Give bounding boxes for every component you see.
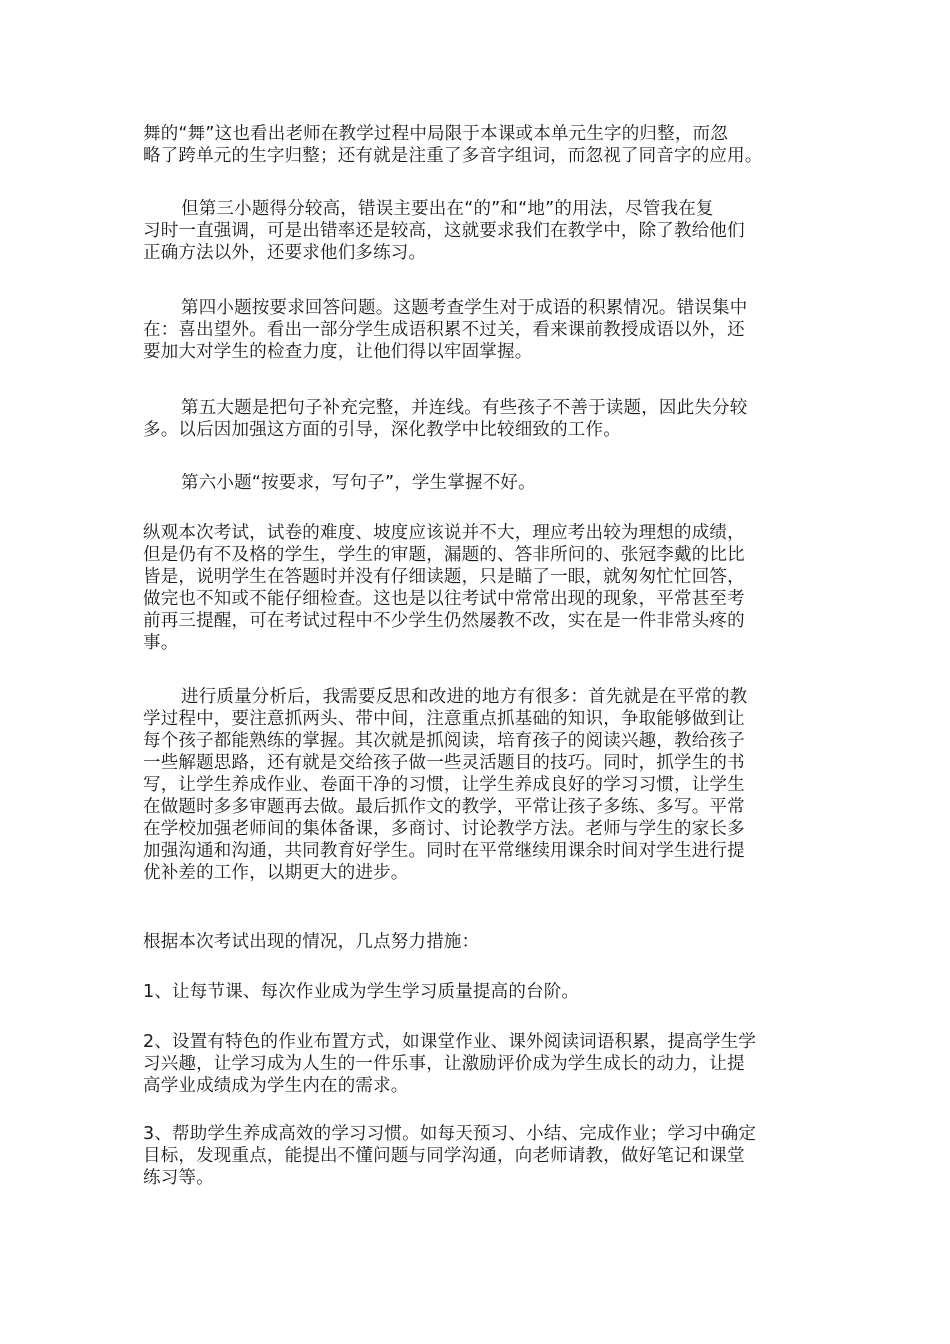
text-line: 在：喜出望外。看出一部分学生成语积累不过关，看来课前教授成语以外，还 [143, 320, 745, 340]
text-line: 习时一直强调，可是出错率还是较高，这就要求我们在教学中，除了教给他们 [143, 221, 745, 241]
text-line: 根据本次考试出现的情况，几点努力措施： [143, 932, 480, 952]
text-line: 目标，发现重点，能提出不懂问题与同学沟通，向老师请教，做好笔记和课堂 [143, 1146, 745, 1166]
text-line: 事。 [143, 633, 179, 653]
text-line: 第五大题是把句子补充完整，并连线。有些孩子不善于读题，因此失分较 [181, 398, 748, 418]
text-line: 正确方法以外，还要求他们多练习。 [143, 243, 427, 263]
text-line: 1、让每节课、每次作业成为学生学习质量提高的台阶。 [143, 982, 580, 1002]
paragraph-character-summary [143, 123, 813, 167]
text-line: 2、设置有特色的作业布置方式，如课堂作业、课外阅读词语积累，提高学生学 [143, 1032, 757, 1052]
text-line: 3、帮助学生养成高效的学习习惯。如每天预习、小结、完成作业；学习中确定 [143, 1124, 757, 1144]
paragraph-question-three [143, 198, 813, 264]
text-line: 写，让学生养成作业、卷面干净的习惯，让学生养成良好的学习习惯，让学生 [143, 775, 745, 795]
paragraph-question-five [143, 397, 813, 441]
text-line: 但第三小题得分较高，错误主要出在“的”和“地”的用法，尽管我在复 [181, 199, 714, 219]
paragraph-question-four [143, 297, 813, 363]
text-line: 皆是，说明学生在答题时并没有仔细读题，只是瞄了一眼，就匆匆忙忙回答， [143, 567, 745, 587]
text-line: 一些解题思路，还有就是交给孩子做一些灵活题目的技巧。同时，抓学生的书 [143, 753, 745, 773]
paragraph-measures-intro [143, 931, 813, 953]
list-item-measure-1 [143, 981, 813, 1003]
text-line: 每个孩子都能熟练的掌握。其次就是抓阅读，培育孩子的阅读兴趣，教给孩子 [143, 731, 745, 751]
text-line: 练习等。 [143, 1168, 214, 1188]
text-line: 舞的“舞”这也看出老师在教学过程中局限于本课或本单元生字的归整，而忽 [143, 124, 728, 144]
paragraph-overview [143, 522, 813, 654]
text-line: 前再三提醒，可在考试过程中不少学生仍然屡教不改，实在是一件非常头疼的 [143, 611, 745, 631]
paragraph-question-six [143, 472, 813, 494]
text-line: 纵观本次考试，试卷的难度、坡度应该说并不大，理应考出较为理想的成绩， [143, 523, 745, 543]
text-line: 在学校加强老师间的集体备课，多商讨、讨论教学方法。老师与学生的家长多 [143, 819, 745, 839]
list-item-measure-3 [143, 1123, 813, 1189]
text-line: 加强沟通和沟通，共同教育好学生。同时在平常继续用课余时间对学生进行提 [143, 841, 745, 861]
text-line: 学过程中，要注意抓两头、带中间，注意重点抓基础的知识，争取能够做到让 [143, 709, 745, 729]
text-line: 做完也不知或不能仔细检查。这也是以往考试中常常出现的现象，平常甚至考 [143, 589, 745, 609]
text-line: 略了跨单元的生字归整；还有就是注重了多音字组词，而忽视了同音字的应用。 [143, 146, 763, 166]
text-line: 要加大对学生的检查力度，让他们得以牢固掌握。 [143, 342, 533, 362]
text-line: 第六小题“按要求，写句子”，学生掌握不好。 [181, 473, 536, 493]
paragraph-reflection [143, 686, 813, 884]
text-line: 多。以后因加强这方面的引导，深化教学中比较细致的工作。 [143, 420, 621, 440]
text-line: 在做题时多多审题再去做。最后抓作文的教学，平常让孩子多练、多写。平常 [143, 797, 745, 817]
text-line: 进行质量分析后，我需要反思和改进的地方有很多：首先就是在平常的教 [181, 687, 748, 707]
text-line: 高学业成绩成为学生内在的需求。 [143, 1076, 409, 1096]
list-item-measure-2 [143, 1031, 813, 1097]
text-line: 但是仍有不及格的学生，学生的审题，漏题的、答非所问的、张冠李戴的比比 [143, 545, 745, 565]
text-line: 第四小题按要求回答问题。这题考查学生对于成语的积累情况。错误集中 [181, 298, 748, 318]
text-line: 习兴趣，让学习成为人生的一件乐事，让激励评价成为学生成长的动力，让提 [143, 1054, 745, 1074]
text-line: 优补差的工作，以期更大的进步。 [143, 863, 409, 883]
